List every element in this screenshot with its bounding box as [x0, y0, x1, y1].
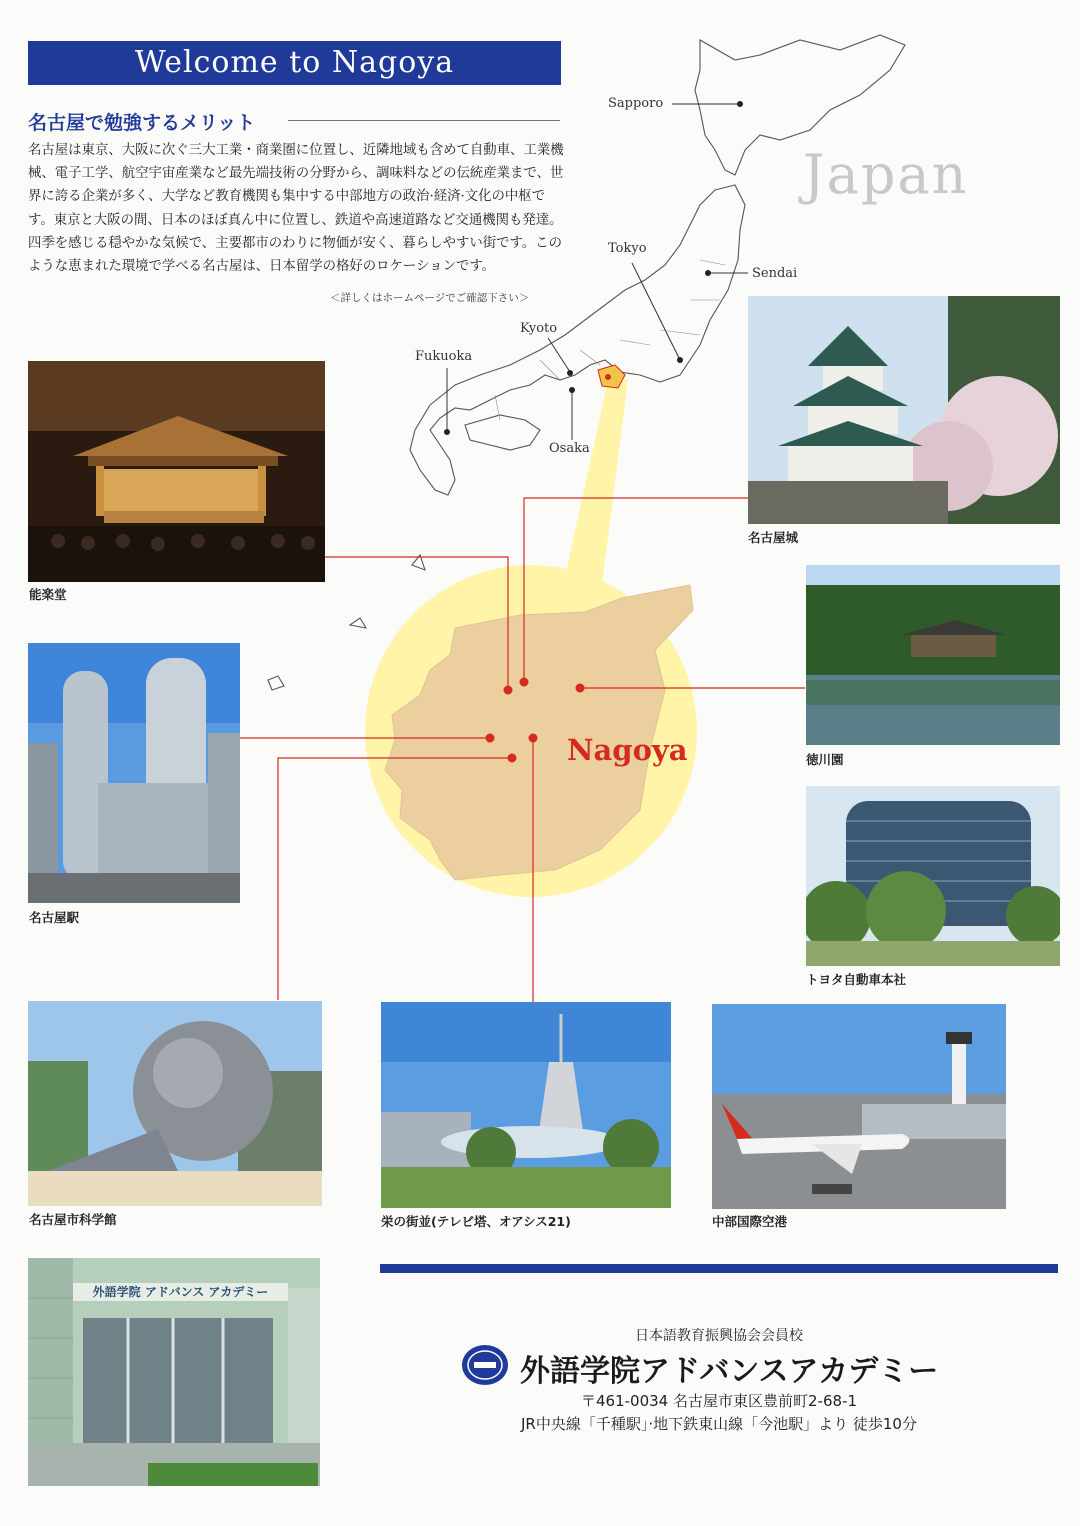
photo-science-museum [28, 1001, 322, 1206]
city-sendai: Sendai [752, 266, 798, 281]
city-tokyo: Tokyo [608, 241, 647, 256]
caption-nagoya-castle: 名古屋城 [748, 530, 799, 545]
photo-nogakudo [28, 361, 325, 582]
intro-paragraph: 名古屋は東京、大阪に次ぐ三大工業・商業圏に位置し、近隣地域も含めて自動車、工業機械、電子工学、航空宇宙産業など最先端技術の分野から、調味料などの伝統産業まで、世界に誇る企業が多く、大学など教育機関も集中する中部地方の政治·経済·文化の中枢です。東京と大阪の間、日本のほぼ真ん中に位置し、鉄道や高速道路など交通機関も発達。四季を感じる穏やかな気候で、主要都市のわりに物価が安く、暮らしやすい街です。このような恵まれた環境で学べる名古屋は、日本留学の格好のロケーションです。 [28, 143, 564, 275]
building-sign: 外語学院 アドバンス アカデミー [92, 1285, 269, 1299]
association-label: 日本語教育振興協会会員校 [635, 1328, 803, 1344]
photo-school-building [28, 1258, 320, 1486]
photo-chubu-airport [712, 1004, 1006, 1209]
city-sapporo: Sapporo [608, 96, 664, 111]
caption-science-museum: 名古屋市科学館 [29, 1212, 117, 1227]
photo-nagoya-station [28, 643, 240, 903]
nagoya-label: Nagoya [567, 733, 688, 767]
caption-nagoya-station: 名古屋駅 [29, 910, 80, 925]
school-address: 〒461-0034 名古屋市東区豊前町2-68-1 [581, 1392, 857, 1410]
city-osaka: Osaka [549, 441, 590, 456]
homepage-note: ＜詳しくはホームページでご確認下さい＞ [330, 292, 530, 304]
school-emblem-icon [460, 1343, 510, 1387]
photo-sakae [381, 1002, 671, 1208]
photo-toyota-hq [806, 786, 1060, 966]
japan-label: Japan [803, 143, 969, 206]
photo-tokugawaen [806, 565, 1060, 745]
merit-heading: 名古屋で勉強するメリット [28, 112, 256, 134]
nagoya-marker [605, 374, 611, 380]
caption-toyota-hq: トヨタ自動車本社 [806, 972, 907, 987]
city-kyoto: Kyoto [520, 321, 558, 336]
welcome-banner: Welcome to Nagoya [28, 41, 561, 85]
caption-chubu-airport: 中部国際空港 [712, 1214, 788, 1229]
photo-nagoya-castle [748, 296, 1060, 524]
footer-bar [380, 1264, 1058, 1273]
caption-nogakudo: 能楽堂 [29, 587, 67, 602]
caption-tokugawaen: 徳川園 [806, 752, 844, 767]
city-fukuoka: Fukuoka [415, 349, 473, 364]
school-access: JR中央線「千種駅」·地下鉄東山線「今池駅」より 徒歩10分 [521, 1415, 917, 1433]
map-pointer [560, 380, 628, 600]
school-name: 外語学院アドバンスアカデミー [520, 1354, 939, 1389]
caption-sakae: 栄の街並(テレビ塔、オアシス21) [381, 1214, 571, 1229]
